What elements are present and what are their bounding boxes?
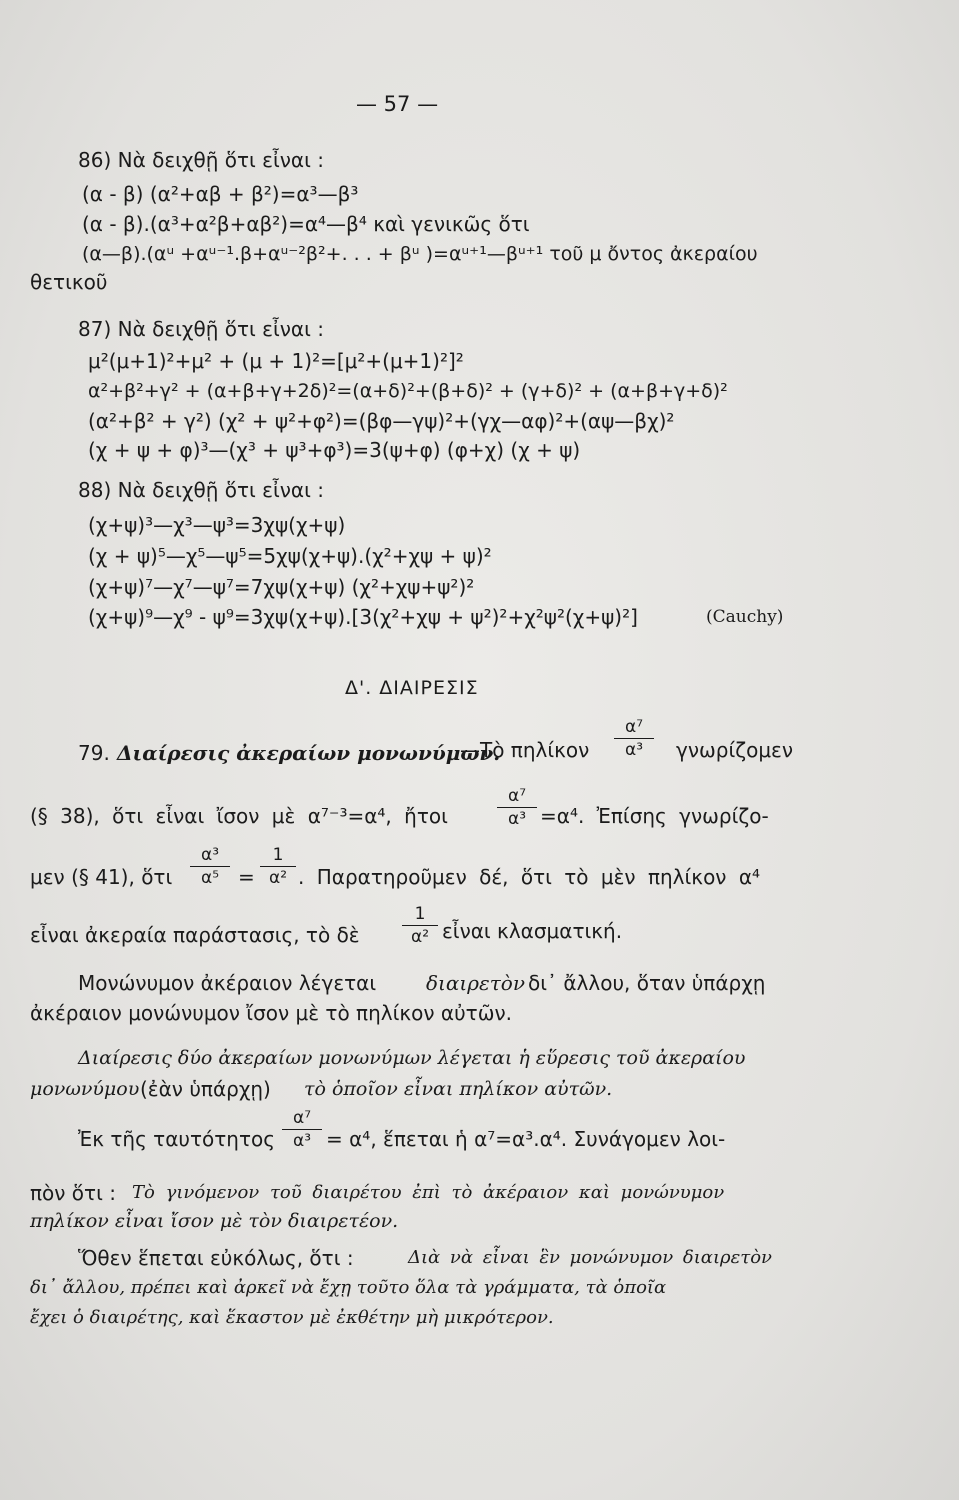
fraction-numerator: 1 — [272, 845, 284, 865]
paragraph-4-line-2: δι᾽ ἄλλου, πρέπει καὶ ἀρκεῖ νὰ ἔχῃ τοῦτο ὅλα τὰ γράμματα, τὰ ὁποῖα — [30, 1277, 667, 1298]
fraction-1-a2 — [260, 845, 296, 888]
fraction-denominator: α⁵ — [200, 868, 220, 888]
paragraph-4-line-1b: Διὰ νὰ εἶναι ἓν μονώνυμον διαιρετὸν — [408, 1247, 772, 1268]
section-79-number: 79. — [78, 741, 110, 765]
section-heading: Δ'. ΔΙΑΙΡΕΣΙΣ — [345, 677, 479, 699]
fraction-denominator: α³ — [624, 740, 644, 760]
paragraph-1-line-1a: Μονώνυμον ἀκέραιον λέγεται — [78, 971, 377, 995]
paragraph-2-line-2c: τὸ ὁποῖον εἶναι πηλίκον αὐτῶν. — [304, 1078, 613, 1100]
exercise-87-identity-1: μ²(μ+1)²+μ² + (μ + 1)²=[μ²+(μ+1)²]² — [88, 349, 464, 373]
fraction-bar — [260, 866, 296, 867]
fraction-numerator: α⁷ — [507, 786, 527, 806]
exercise-88-identity-4: (χ+ψ)⁹—χ⁹ - ψ⁹=3χψ(χ+ψ).[3(χ²+χψ + ψ²)²+χ²ψ²(χ+ψ)²] — [88, 605, 638, 629]
exercise-86-identity-3: (α—β).(αᵘ +αᵘ⁻¹.β+αᵘ⁻²β²+. . . + βᵘ )=αᵘ⁺¹—βᵘ⁺¹ τοῦ μ ὄντος ἀκεραίου — [82, 243, 758, 265]
paragraph-2-line-1: Διαίρεσις δύο ἀκεραίων μονωνύμων λέγεται ἡ εὕρεσις τοῦ ἀκεραίου — [78, 1047, 746, 1069]
fraction-denominator: α³ — [507, 809, 527, 829]
fraction-numerator: α³ — [200, 845, 220, 865]
exercise-86-title: 86) Νὰ δειχθῇ ὅτι εἶναι : — [78, 148, 324, 172]
text-line-3b: . Παρατηροῦμεν δέ, ὅτι τὸ μὲν πηλίκον α⁴ — [298, 865, 761, 889]
paragraph-1-line-1b: διαιρετὸν — [426, 971, 525, 995]
paragraph-1-line-1c: δι᾽ ἄλλου, ὅταν ὑπάρχῃ — [528, 971, 766, 995]
exercise-87-identity-2: α²+β²+γ² + (α+β+γ+2δ)²=(α+δ)²+(β+δ)² + (γ+δ)² + (α+β+γ+δ)² — [88, 380, 728, 402]
equals-sign: = — [238, 865, 255, 889]
text-line-3a: μεν (§ 41), ὅτι — [30, 865, 173, 889]
paragraph-4-line-3: ἔχει ὁ διαιρέτης, καὶ ἕκαστον μὲ ἐκθέτην μὴ μικρότερον. — [30, 1307, 554, 1328]
exercise-87-title: 87) Νὰ δειχθῇ ὅτι εἶναι : — [78, 317, 324, 341]
page-number: — 57 — — [356, 92, 439, 116]
exercise-86-identity-1: (α - β) (α²+αβ + β²)=α³—β³ — [82, 182, 359, 206]
section-79-intro: —Τὸ πηλίκον — [460, 738, 590, 762]
paragraph-3-line-2a: πὸν ὅτι : — [30, 1181, 116, 1205]
fraction-bar — [497, 807, 537, 808]
paragraph-3-line-1b: = α⁴, ἕπεται ἡ α⁷=α³.α⁴. Συνάγομεν λοι- — [326, 1127, 726, 1151]
fraction-a7-a3 — [614, 717, 654, 760]
section-79-tail: γνωρίζομεν — [676, 738, 794, 762]
paragraph-3-line-2b: Τὸ γινόμενον τοῦ διαιρέτου ἐπὶ τὸ ἀκέραιον καὶ μονώνυμον — [132, 1182, 725, 1203]
exercise-86-identity-2: (α - β).(α³+α²β+αβ²)=α⁴—β⁴ καὶ γενικῶς ὅτι — [82, 212, 530, 236]
exercise-88-title: 88) Νὰ δειχθῇ ὅτι εἶναι : — [78, 478, 324, 502]
paragraph-2-line-2a: μονωνύμου — [30, 1078, 140, 1100]
cauchy-attribution: (Cauchy) — [706, 607, 784, 627]
text-line-2a: (§ 38), ὅτι εἶναι ἴσον μὲ α⁷⁻³=α⁴, ἤτοι — [30, 804, 448, 828]
exercise-88-identity-1: (χ+ψ)³—χ³—ψ³=3χψ(χ+ψ) — [88, 513, 346, 537]
exercise-87-identity-3: (α²+β² + γ²) (χ² + ψ²+φ²)=(βφ—γψ)²+(γχ—αφ)²+(αψ—βχ)² — [88, 409, 675, 433]
paragraph-1-line-2: ἀκέραιον μονώνυμον ἴσον μὲ τὸ πηλίκον αὐτῶν. — [30, 1001, 512, 1025]
fraction-a3-a5 — [190, 845, 230, 888]
section-79-title: Διαίρεσις ἀκεραίων μονωνύμων. — [117, 741, 501, 765]
paragraph-4-line-1a: Ὅθεν ἕπεται εὐκόλως, ὅτι : — [78, 1246, 354, 1270]
fraction-numerator: α⁷ — [292, 1108, 312, 1128]
fraction-1-a2-second — [402, 904, 438, 947]
fraction-a7-a3-inline — [497, 786, 537, 829]
exercise-87-identity-4: (χ + ψ + φ)³—(χ³ + ψ³+φ³)=3(ψ+φ) (φ+χ) (χ + ψ) — [88, 438, 581, 462]
fraction-numerator: 1 — [414, 904, 426, 924]
exercise-86-continuation: θετικοῦ — [30, 270, 108, 294]
paragraph-3-line-1a: Ἐκ τῆς ταυτότητος — [78, 1127, 275, 1151]
fraction-numerator: α⁷ — [624, 717, 644, 737]
fraction-denominator: α² — [410, 927, 430, 947]
paragraph-2-line-2b: (ἐὰν ὑπάρχῃ) — [140, 1077, 271, 1101]
fraction-denominator: α³ — [292, 1131, 312, 1151]
exercise-88-identity-2: (χ + ψ)⁵—χ⁵—ψ⁵=5χψ(χ+ψ).(χ²+χψ + ψ)² — [88, 544, 492, 568]
text-line-2b: =α⁴. Ἐπίσης γνωρίζο- — [540, 804, 769, 828]
fraction-bar — [190, 866, 230, 867]
fraction-bar — [402, 925, 438, 926]
fraction-a7-a3-identity — [282, 1108, 322, 1151]
text-line-4b: εἶναι κλασματική. — [442, 919, 623, 943]
paragraph-3-line-3: πηλίκον εἶναι ἴσον μὲ τὸν διαιρετέον. — [30, 1210, 399, 1232]
exercise-88-identity-3: (χ+ψ)⁷—χ⁷—ψ⁷=7χψ(χ+ψ) (χ²+χψ+ψ²)² — [88, 575, 475, 599]
fraction-bar — [282, 1129, 322, 1130]
text-line-4a: εἶναι ἀκεραία παράστασις, τὸ δὲ — [30, 923, 360, 947]
fraction-bar — [614, 738, 654, 739]
fraction-denominator: α² — [268, 868, 288, 888]
